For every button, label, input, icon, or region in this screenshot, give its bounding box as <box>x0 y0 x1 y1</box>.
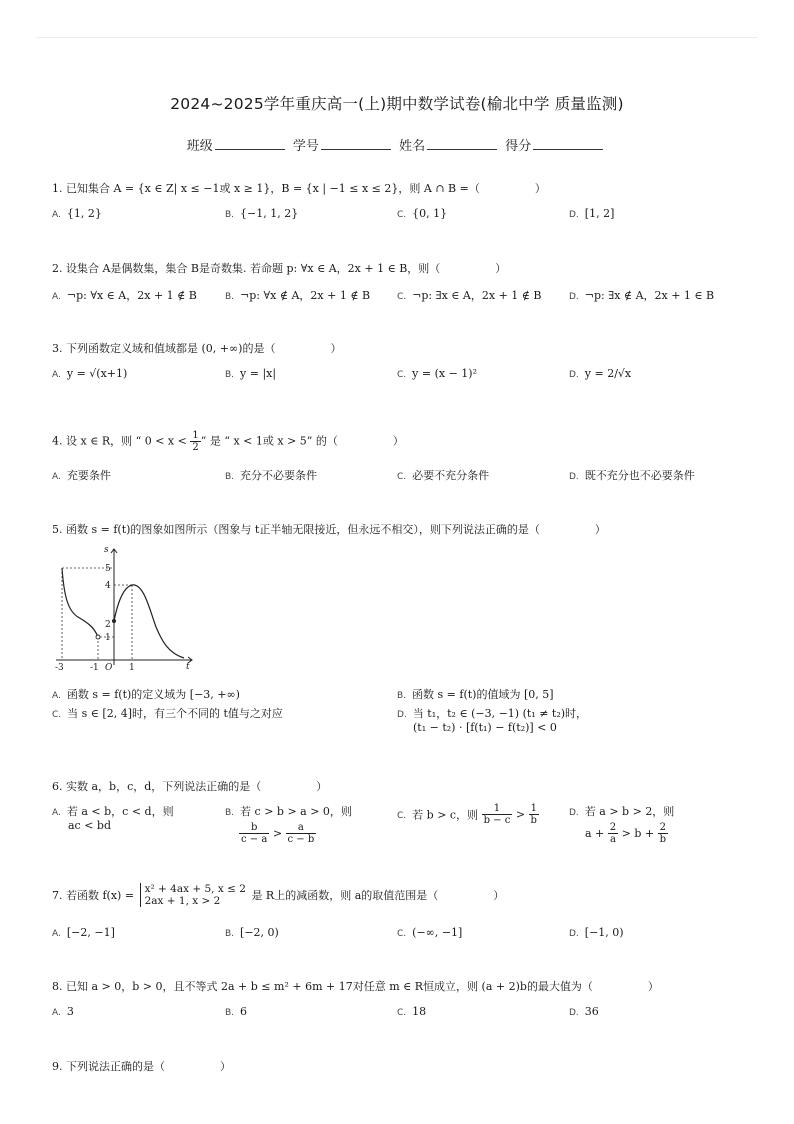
q6-option-d[interactable]: D. 若 a > b > 2，则 a + $\frac{2}{a}$ > b + $\frac{2}{b}$ <box>569 805 675 845</box>
question-6: 6. 实数 a，b，c，d，下列说法正确的是（ ） <box>52 780 328 793</box>
question-4: 4. 设 x ∈ R，则 “ 0 < x < $\frac{1}{2}$ ” 是 “ x < 1或 x > 5” 的（ ） <box>52 430 404 453</box>
q8-option-b[interactable]: B. 6 <box>225 1005 248 1018</box>
closed-endpoint <box>112 619 116 623</box>
fraction-one-half: $\frac{1}{2}$ <box>192 430 199 453</box>
q6-option-b[interactable]: B. 若 c > b > a > 0，则 $\frac{b}{c - a}$ > $\frac{a}{c - b}$ <box>225 805 352 845</box>
curve-left <box>62 568 98 637</box>
curve-right <box>114 585 184 658</box>
q2-option-a[interactable]: A. ¬p: ∀x ∈ A，2x + 1 ∉ B <box>52 289 197 302</box>
name-blank[interactable] <box>427 137 497 150</box>
q4-option-b[interactable]: B. 充分不必要条件 <box>225 469 318 482</box>
q6-option-c[interactable]: C. 若 b > c，则 $\frac{1}{b - c}$ > $\frac{1}{b}$ <box>397 803 537 826</box>
piecewise-function: x² + 4ax + 5, x ≤ 2 2ax + 1, x > 2 <box>140 883 246 907</box>
question-2: 2. 设集合 A是偶数集，集合 B是奇数集. 若命题 p: ∀x ∈ A，2x + 1 ∈ B，则（ ） <box>52 262 507 275</box>
top-rule <box>36 37 758 38</box>
q4-option-c[interactable]: C. 必要不充分条件 <box>397 469 490 482</box>
function-graph <box>52 541 202 671</box>
q1-option-b[interactable]: B. {−1, 1, 2} <box>225 207 299 220</box>
q2-option-c[interactable]: C. ¬p: ∃x ∈ A，2x + 1 ∉ B <box>397 289 542 302</box>
tick-label: 4 <box>105 581 111 591</box>
class-blank[interactable] <box>215 137 285 150</box>
q3-option-b[interactable]: B. y = |x| <box>225 367 277 380</box>
fraction: $\frac{2}{b}$ <box>659 822 667 845</box>
q5-option-b[interactable]: B. 函数 s = f(t)的值域为 [0, 5] <box>397 688 554 701</box>
q4-option-d[interactable]: D. 既不充分也不必要条件 <box>569 469 695 482</box>
fraction: $\frac{1}{b}$ <box>530 803 537 826</box>
origin-label: O <box>105 663 113 671</box>
tick-label: -3 <box>55 663 64 671</box>
question-9: 9. 下列说法正确的是（ ） <box>52 1060 231 1073</box>
field-class: 班级 <box>187 135 289 154</box>
page-title: 2024~2025学年重庆高一(上)期中数学试卷(榆北中学 质量监测) <box>170 95 624 113</box>
tick-label: 1 <box>129 663 135 671</box>
field-score: 得分 <box>505 135 607 154</box>
question-5: 5. 函数 s = f(t)的图象如图所示（图象与 t正半轴无限接近，但永远不相交），则下列说法正确的是（ ） <box>52 523 606 536</box>
question-1: 1. 已知集合 A = {x ∈ Z| x ≤ −1或 x ≥ 1}，B = {x | −1 ≤ x ≤ 2}，则 A ∩ B =（ ） <box>52 182 546 195</box>
s-axis-label: s <box>104 545 109 555</box>
q5-option-d[interactable]: D. 当 t₁，t₂ ∈ (−3, −1) (t₁ ≠ t₂)时， (t₁ − t₂) · [f(t₁) − f(t₂)] < 0 <box>397 707 588 734</box>
q7-option-d[interactable]: D. [−1, 0) <box>569 926 624 939</box>
q7-option-b[interactable]: B. [−2, 0) <box>225 926 279 939</box>
field-name: 姓名 <box>399 135 501 154</box>
q2-option-b[interactable]: B. ¬p: ∀x ∉ A，2x + 1 ∉ B <box>225 289 371 302</box>
tick-label: 2 <box>105 620 111 630</box>
open-endpoint <box>96 635 100 639</box>
q3-option-d[interactable]: D. y = 2/√x <box>569 367 632 380</box>
tick-label: 1 <box>105 633 111 643</box>
q6-option-a[interactable]: A. 若 a < b，c < d，则 ac < bd <box>52 805 174 832</box>
score-blank[interactable] <box>533 137 603 150</box>
student-info-fields <box>0 135 794 154</box>
q8-option-c[interactable]: C. 18 <box>397 1005 427 1018</box>
q1-option-d[interactable]: D. [1, 2] <box>569 207 615 220</box>
q8-option-d[interactable]: D. 36 <box>569 1005 599 1018</box>
fraction: $\frac{b}{c - a}$ <box>241 822 268 845</box>
question-8: 8. 已知 a > 0，b > 0，且不等式 2a + b ≤ m² + 6m + 17对任意 m ∈ R恒成立，则 (a + 2)b的最大值为（ ） <box>52 980 659 993</box>
q1-option-c[interactable]: C. {0, 1} <box>397 207 448 220</box>
q5-option-a[interactable]: A. 函数 s = f(t)的定义域为 [−3, +∞) <box>52 688 240 701</box>
t-axis-label: t <box>186 662 190 671</box>
fraction: $\frac{2}{a}$ <box>609 822 617 845</box>
q2-option-d[interactable]: D. ¬p: ∃x ∉ A，2x + 1 ∈ B <box>569 289 715 302</box>
q3-option-c[interactable]: C. y = (x − 1)² <box>397 367 477 380</box>
field-number: 学号 <box>293 135 395 154</box>
q1-option-a[interactable]: A. {1, 2} <box>52 207 102 220</box>
q8-option-a[interactable]: A. 3 <box>52 1005 74 1018</box>
fraction: $\frac{1}{b - c}$ <box>483 803 511 826</box>
tick-label: 5 <box>105 564 111 574</box>
q4-option-a[interactable]: A. 充要条件 <box>52 469 111 482</box>
fraction: $\frac{a}{c - b}$ <box>287 822 315 845</box>
question-3: 3. 下列函数定义域和值域都是 (0, +∞)的是（ ） <box>52 342 342 355</box>
q7-option-a[interactable]: A. [−2, −1] <box>52 926 115 939</box>
q5-option-c[interactable]: C. 当 s ∈ [2, 4]时，有三个不同的 t值与之对应 <box>52 707 283 720</box>
q3-option-a[interactable]: A. y = √(x+1) <box>52 367 128 380</box>
tick-label: -1 <box>90 663 99 671</box>
question-7: 7. 若函数 f(x) = x² + 4ax + 5, x ≤ 2 2ax + 1, x > 2 是 R上的减函数，则 a的取值范围是（ ） <box>52 883 505 907</box>
dashed-guides <box>62 568 132 660</box>
q7-option-c[interactable]: C. (−∞, −1] <box>397 926 463 939</box>
number-blank[interactable] <box>321 137 391 150</box>
